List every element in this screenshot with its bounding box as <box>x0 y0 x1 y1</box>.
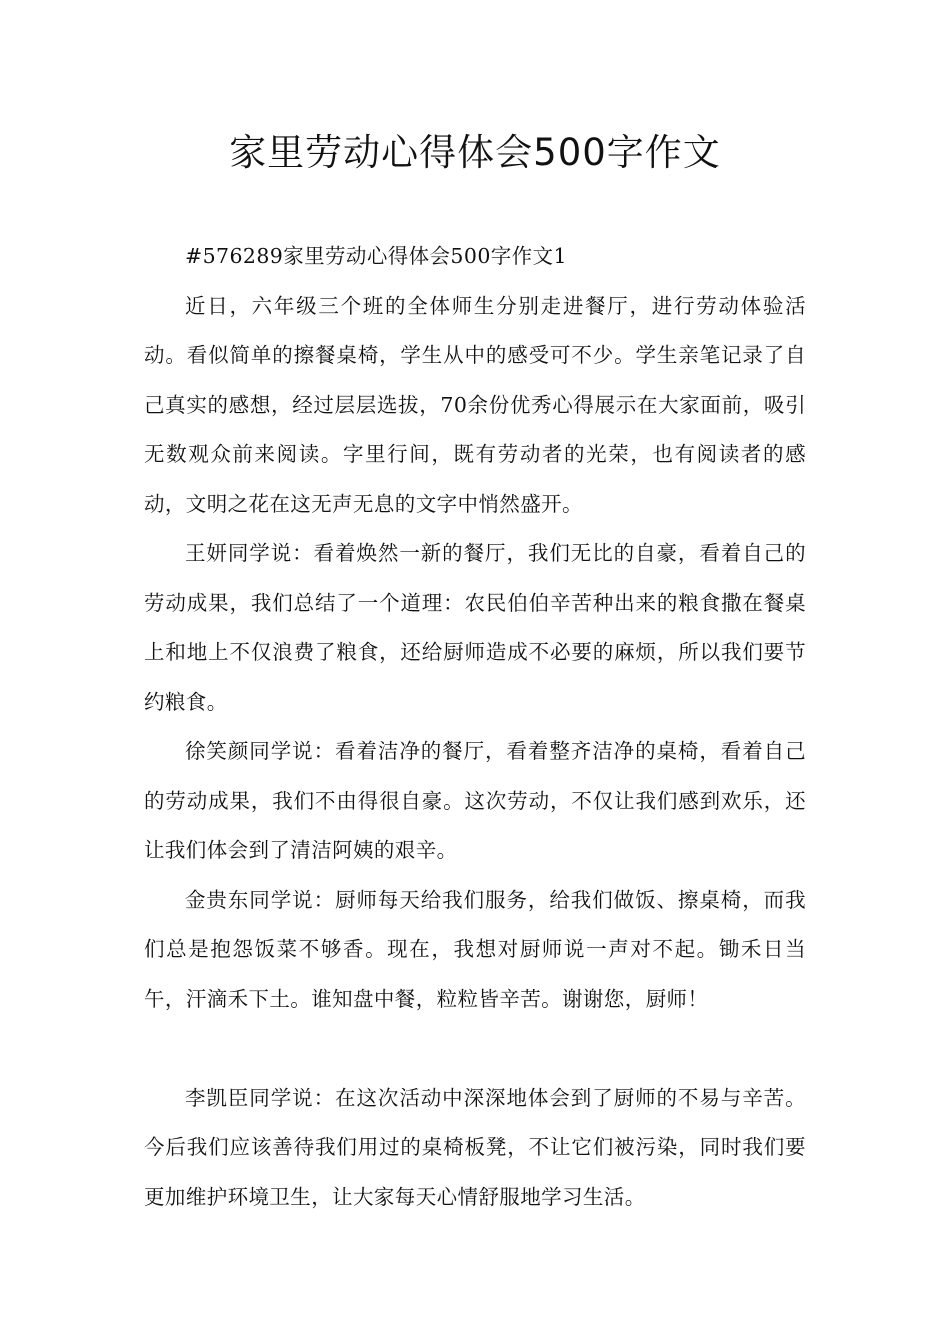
paragraph-li-kaichen: 李凯臣同学说：在这次活动中深深地体会到了厨师的不易与辛苦。今后我们应该善待我们用过的桌椅板凳，不让它们被污染，同时我们要更加维护环境卫生，让大家每天心情舒服地学习生活。 <box>144 1085 806 1209</box>
document-body <box>144 232 806 1222</box>
paragraph-jin-guidong: 金贵东同学说：厨师每天给我们服务，给我们做饭、擦桌椅，而我们总是抱怨饭菜不够香。现在，我想对厨师说一声对不起。锄禾日当午，汗滴禾下土。谁知盘中餐，粒粒皆辛苦。谢谢您，厨师！ <box>144 887 806 1011</box>
paragraph-wang-yan: 王妍同学说：看着焕然一新的餐厅，我们无比的自豪，看着自己的劳动成果，我们总结了一个道理：农民伯伯辛苦种出来的粮食撒在餐桌上和地上不仅浪费了粮食，还给厨师造成不必要的麻烦，所以我们要节约粮食。 <box>144 541 806 714</box>
paragraph-intro: 近日，六年级三个班的全体师生分别走进餐厅，进行劳动体验活动。看似简单的擦餐桌椅，学生从中的感受可不少。学生亲笔记录了自己真实的感想，经过层层选拔，70余份优秀心得展示在大家面前，吸引无数观众前来阅读。字里行间，既有劳动者的光荣，也有阅读者的感动，文明之花在这无声无息的文字中悄然盛开。 <box>144 293 806 516</box>
document-title: 家里劳动心得体会500字作文 <box>229 131 721 174</box>
paragraph-spacer <box>144 1024 806 1074</box>
paragraph-xu-xiaoyan: 徐笑颜同学说：看着洁净的餐厅，看着整齐洁净的桌椅，看着自己的劳动成果，我们不由得很自豪。这次劳动，不仅让我们感到欢乐，还让我们体会到了清洁阿姨的艰辛。 <box>144 739 806 862</box>
section-heading: #576289家里劳动心得体会500字作文1 <box>185 244 567 268</box>
